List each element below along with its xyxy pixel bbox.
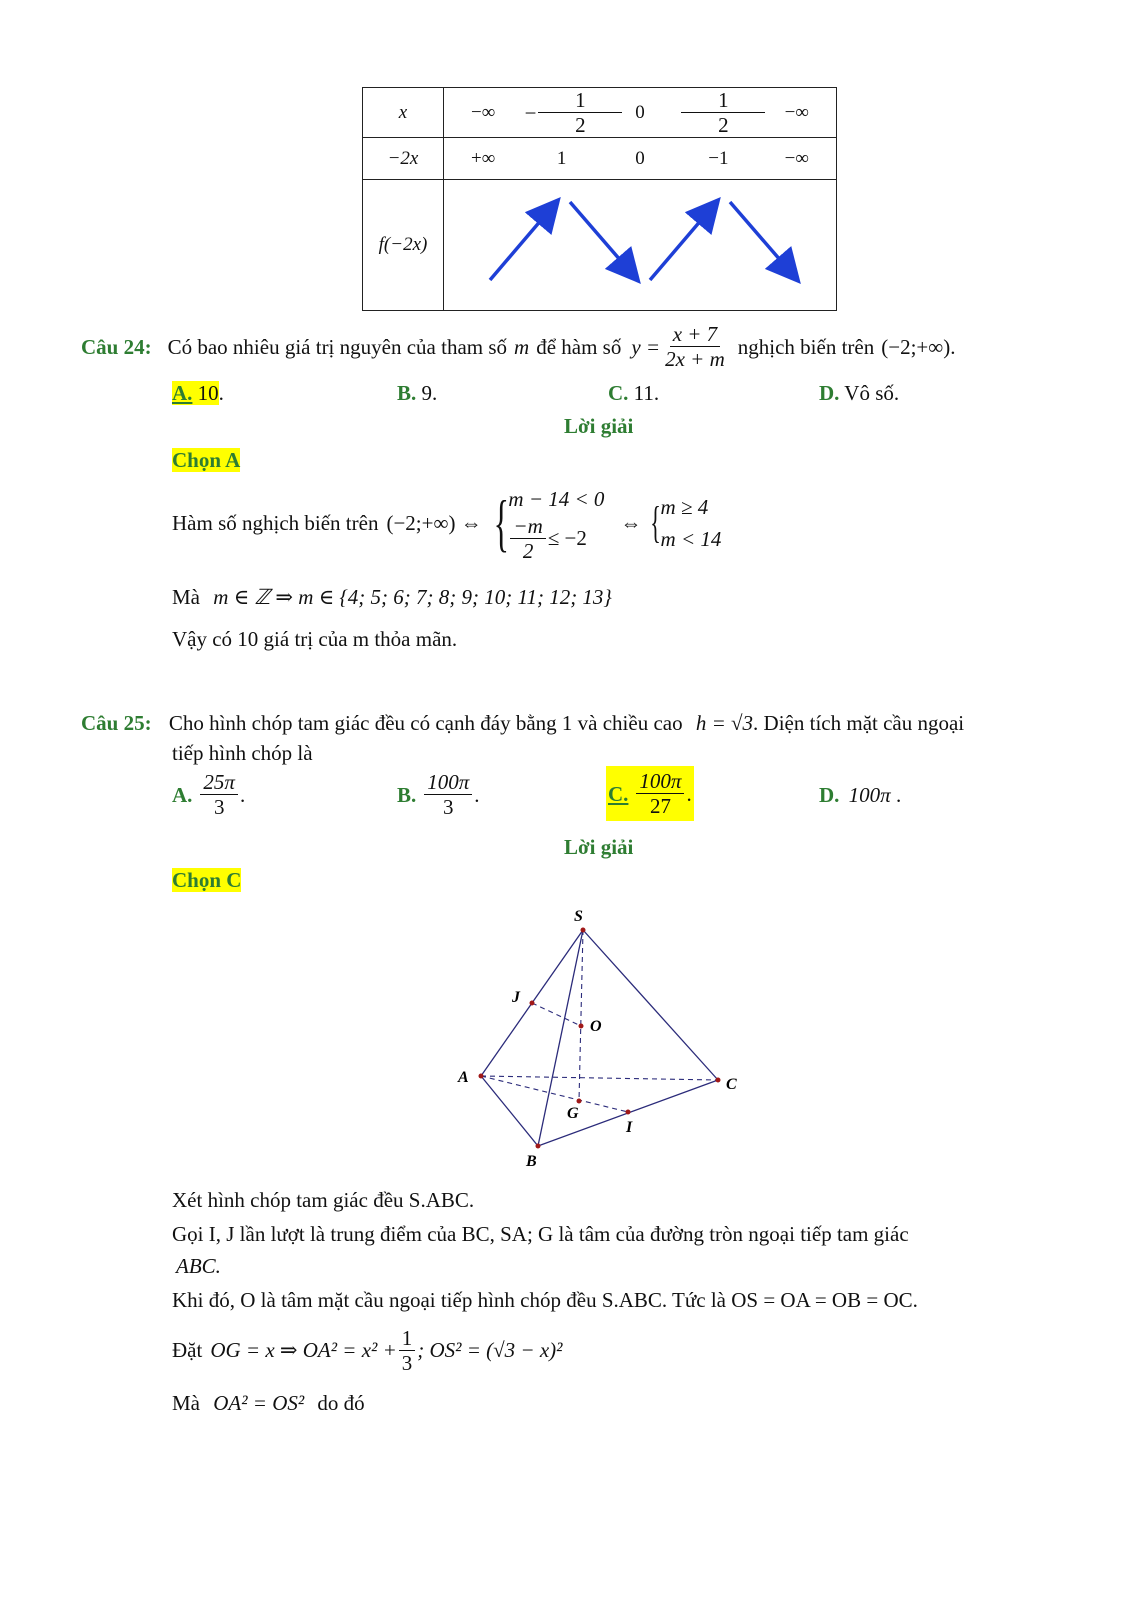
q24-text-mid: để hàm số — [536, 334, 622, 359]
u-val-5: −∞ — [784, 147, 809, 169]
u-val-4: −1 — [708, 147, 729, 169]
q25-label: Câu 25: — [81, 711, 152, 735]
variation-arrows — [444, 180, 836, 304]
q25-choose: Chọn C — [172, 868, 242, 892]
label-I: I — [626, 1119, 633, 1136]
q25-option-a: A. $\frac{25\pi}{3}$ . — [172, 770, 246, 819]
q24-text-after: nghịch biến trên — [737, 334, 875, 359]
x-val-1: −∞ — [471, 101, 496, 123]
q24-system-1: { m − 14 < 0 $\frac{-m}{2}$ ≤ −2 — [493, 486, 605, 563]
label-G: G — [567, 1105, 579, 1122]
q24-option-d: D. Vô số. — [819, 381, 900, 405]
u-val-3: 0 — [635, 147, 645, 169]
q24-sol-line1: Hàm số nghịch biến trên (−2;+∞) ⇔ { m − 14 < 0 $\frac{-m}{2}$ ≤ −2 ⇔ { m ≥ 4 m < 14 — [172, 478, 721, 568]
label-S: S — [574, 908, 583, 925]
q25-option-b: B. $\frac{100\pi}{3}$ . — [397, 770, 480, 819]
q24-y-eq: y = — [631, 334, 661, 359]
q24-system-2: { m ≥ 4 m < 14 — [650, 495, 722, 551]
u-val-2: 1 — [556, 147, 567, 169]
q24-var-m: m — [514, 334, 530, 359]
label-A: A — [458, 1069, 469, 1086]
label-O: O — [590, 1018, 602, 1035]
u-val-1: +∞ — [471, 147, 496, 169]
q24-option-c: C. 11. — [608, 381, 660, 405]
x-val-4: $\frac{1}{2}$ — [679, 88, 757, 137]
label-J: J — [512, 989, 520, 1006]
pyramid-figure — [440, 900, 760, 1180]
q25-stem-line2: tiếp hình chóp là — [172, 741, 313, 765]
q24-choose: Chọn A — [172, 448, 241, 472]
row-2x-label: −2x — [363, 138, 444, 180]
q24-option-b: B. 9. — [397, 381, 438, 405]
row-f-label: f(−2x) — [363, 180, 444, 311]
q25-sol4: Đặt OG = x ⇒ OA² = x² + $\frac{1}{3}$ ; OS² = (√3 − x)² — [172, 1325, 563, 1375]
arrow-cell — [444, 180, 837, 311]
arrow-down-1 — [570, 202, 634, 276]
label-C: C — [726, 1076, 737, 1093]
x-val-2: − $\frac{1}{2}$ — [523, 88, 601, 137]
q25-stem-line1: Câu 25: Cho hình chóp tam giác đều có cạnh đáy bằng 1 và chiều cao h = √3. Diện tích mặt cầu ngoại — [81, 711, 965, 735]
q24-stem — [81, 322, 955, 371]
pyramid-svg — [440, 900, 760, 1180]
q24-sol-line3: Vậy có 10 giá trị của m thỏa mãn. — [172, 627, 458, 651]
q25-option-d: D. 100π . — [819, 783, 902, 807]
q24-interval: (−2;+∞). — [881, 334, 956, 359]
arrow-down-2 — [730, 202, 794, 276]
q24-fraction: $\frac{x + 7}{2x + m}$ — [665, 322, 725, 371]
q24-text-before: Có bao nhiêu giá trị nguyên của tham số — [167, 334, 508, 359]
arrow-up-1 — [490, 205, 554, 280]
q25-sol5: Mà OA² = OS² do đó — [172, 1391, 365, 1415]
arrow-up-2 — [650, 205, 714, 280]
q25-sol2b: ABC. — [176, 1254, 221, 1278]
row-x-label: x — [363, 88, 444, 138]
x-val-5: −∞ — [784, 101, 809, 123]
q25-option-c: C. $\frac{100\pi}{27}$ . — [606, 766, 694, 821]
q25-sol1: Xét hình chóp tam giác đều S.ABC. — [172, 1188, 475, 1212]
q24-sol-line2: Mà m ∈ ℤ ⇒ m ∈ {4; 5; 6; 7; 8; 9; 10; 11; 12; 13} — [172, 585, 612, 609]
label-B: B — [526, 1153, 537, 1170]
q24-option-a: A. 10. — [172, 381, 224, 405]
q25-sol2: Gọi I, J lần lượt là trung điểm của BC, SA; G là tâm của đường tròn ngoại tiếp tam giác — [172, 1222, 909, 1246]
q24-label: Câu 24: — [81, 334, 152, 359]
x-val-3: 0 — [635, 101, 645, 123]
q24-solution-title: Lời giải — [564, 414, 634, 438]
variation-table — [362, 87, 837, 311]
q25-sol3: Khi đó, O là tâm mặt cầu ngoại tiếp hình chóp đều S.ABC. Tức là OS = OA = OB = OC. — [172, 1288, 918, 1312]
q25-solution-title: Lời giải — [564, 835, 634, 859]
